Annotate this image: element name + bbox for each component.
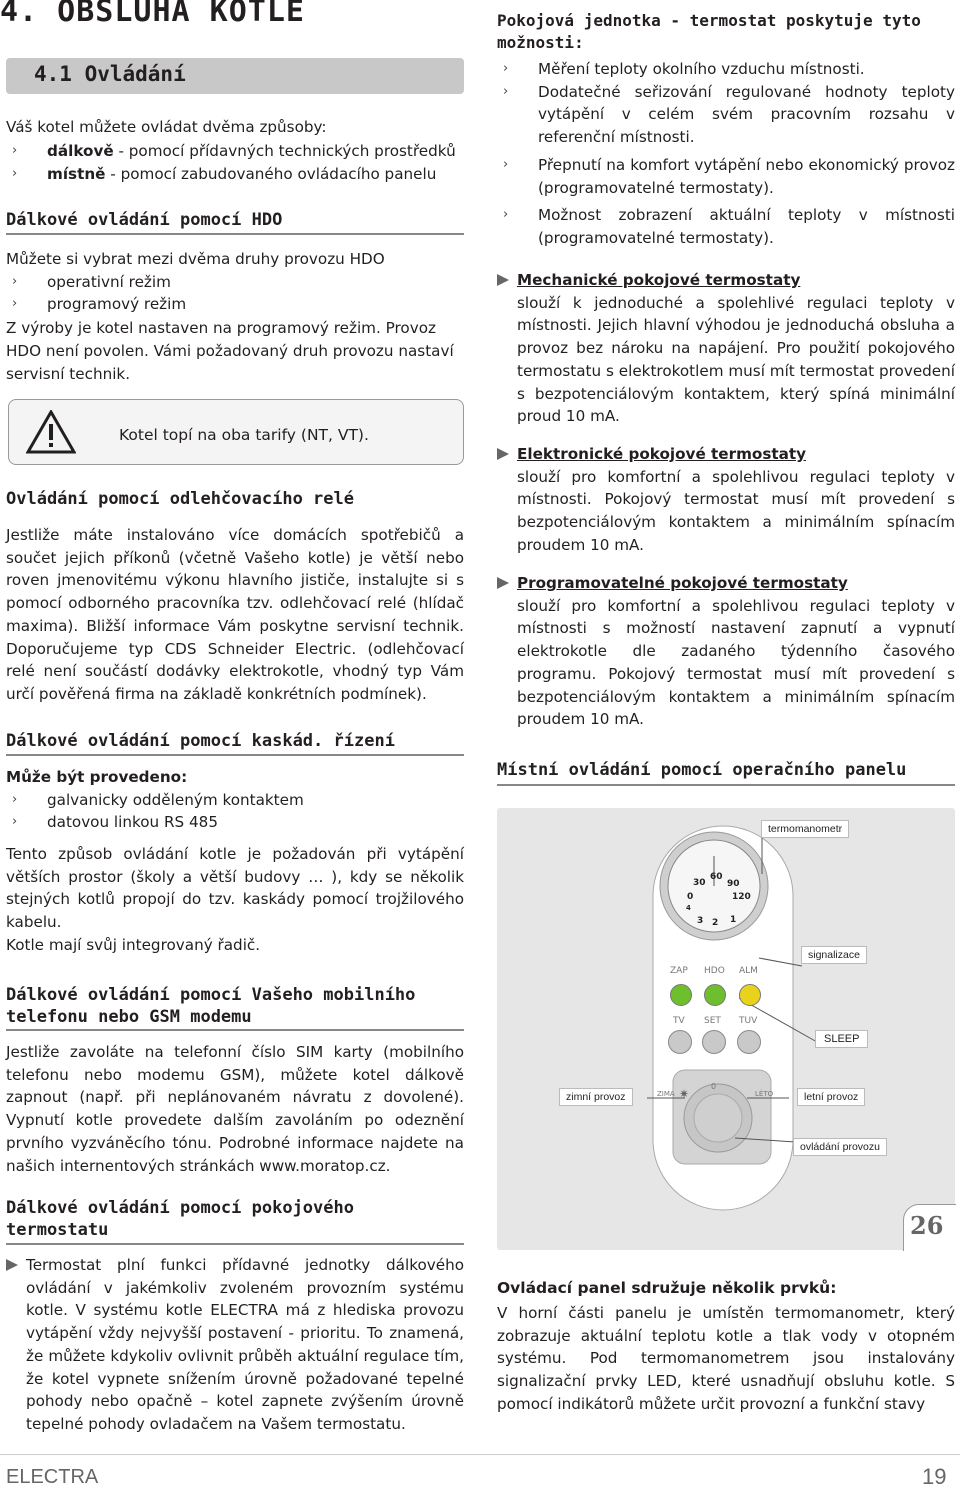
gauge-tick: 1 [730, 915, 737, 925]
panel-desc-paragraph: V horní části panelu je umístěn termomanometr, který zobrazuje aktuální teplotu kotle a tlak vody v otopném systému. Pod termomanometrem jsou instalovány signalizační prvky LED, které usnadňují obsluhu kotle. S pomocí indikátorů můžete určit provozní a funkční stavy [497, 1304, 955, 1413]
led-label-zap: ZAP [670, 966, 688, 976]
arrow-right-icon [497, 274, 509, 286]
thermostat-type-title: Programovatelné pokojové termostaty [497, 572, 955, 595]
knob-label-leto: LÉTO [755, 1090, 774, 1098]
chevron-right-icon: › [503, 61, 509, 76]
gsm-paragraph: Jestliže zavoláte na telefonní číslo SIM karty (mobilního telefonu nebo modemu GSM), můžete kotel dálkově zapnout (např. při neplánovaném návratu z dovolené). Vypnutí kotle provedete dalším zavoláním po odeznění prvního vyzváněcího tónu. Podrobné informace najdete na našich internentových stránkách www.moratop.cz. [6, 1043, 464, 1175]
led-label-hdo: HDO [704, 966, 725, 976]
list-item: › Možnost zobrazení aktuální teploty v místnosti (programovatelné termostaty). [503, 206, 955, 247]
callout-zimni: zimní provoz [559, 1088, 633, 1106]
gauge-tick: 60 [710, 872, 723, 882]
warning-box [8, 399, 464, 465]
gauge-tick: 2 [712, 918, 719, 928]
thermostat-type-2 [497, 443, 955, 557]
gauge-tick: 0 [687, 892, 694, 902]
list-item: › Přepnutí na komfort vytápění nebo ekonomický provoz (programovatelné termostaty). [503, 155, 955, 197]
thermostat-type-text: slouží pro komfortní a spolehlivou regulaci teploty v místnosti. Pokojový termostat musí mít provedení s bezpotenciálovým kontaktem a minimálním spínacím proudem 10 mA. [517, 467, 955, 554]
warning-triangle-icon [26, 410, 76, 454]
callout-ovladani: ovládání provozu [793, 1138, 887, 1156]
room-thermostat-paragraph: Termostat plní funkci přídavné jednotky dálkového ovládání v jakémkoliv zvoleném provozním systému kotle. V systému kotle ELECTRA má z hlediska provozu vytápění vždy nejvyšší postavení - prioritu. To znamená, že můžete kdykoliv ovlivnit průběh aktuální regulace tím, že kotel vypnete snížením úrovně požadované tepelné pohody nebo opačně – kotel zapnete zvýšením úrovně tepelné pohody ovladačem na Vašem termostatu. [6, 1254, 464, 1436]
set-button[interactable] [702, 1030, 726, 1054]
kaskad-section [6, 766, 466, 834]
arrow-right-icon [6, 1259, 18, 1271]
kaskad-paragraph: Tento způsob ovládání kotle je požadován při vytápění větších prostor (školy a větší budovy … ), kdy se několik stejných kotlů propojí do tzv. kaskády pomocí trojžilového kabelu. Kotle mají svůj integrovaný řadič. [6, 845, 464, 954]
led-zap-icon [670, 984, 692, 1006]
led-label-alm: ALM [739, 966, 758, 976]
gauge-tick: 3 [697, 916, 704, 926]
knob-label-zero: 0 [711, 1082, 717, 1091]
footer-rule [0, 1454, 960, 1455]
hdo-paragraph: Z výroby je kotel nastaven na programový režim. Provoz HDO není povolen. Vámi požadovaný druh provozu nastaví servisní technik. [6, 319, 454, 383]
kaskad-heading: Dálkové ovládání pomocí kaskád. řízení [6, 731, 395, 751]
section-title: 4.1 Ovládání [34, 62, 186, 86]
chevron-right-icon: › [503, 207, 509, 223]
arrow-right-icon [497, 448, 509, 460]
callout-termomanometr: termomanometr [761, 820, 849, 838]
chevron-right-icon: › [12, 165, 18, 181]
room-thermostat-heading: Dálkové ovládání pomocí pokojového termostatu [6, 1198, 354, 1240]
thermostat-type-text: slouží k jednoduché a spolehlivé regulaci teploty v místnosti. Jejich hlavní výhodou je jednoduchá obsluha a provoz bez nároku na napájení. Pro použití pokojového termostatu s elektrokotlem musí mít termostat provedení s bezpotenciálovým kontaktem, který spíná minimální proud 10 mA. [517, 293, 955, 426]
panel-desc-heading: Ovládací panel sdružuje několik prvků: [497, 1279, 837, 1297]
list-item: › místně - pomocí zabudovaného ovládacího panelu [6, 163, 466, 186]
callout-letni: letní provoz [797, 1088, 865, 1106]
rele-paragraph: Jestliže máte instalováno více domácích spotřebičů a součet jejich příkonů (včetně Vašeho kotle) je větší nebo roven jmenovitému výkonu hlavního jističe, instalujte si s pomocí odborného pracovníka tzv. odlehčovací relé (hlídač maxima). Bližší informace Vám poskytne servisní technik. Doporučujeme typ CDS Schneider Electric. (odlehčovací relé není součástí dodávky elektrokotle, vhodný typ Vám určí pověřená firma na základě konkrétních podmínek). [6, 526, 464, 703]
page-badge: 26 [903, 1204, 956, 1251]
led-alm-icon [739, 984, 761, 1006]
chevron-right-icon: › [12, 791, 18, 807]
tuv-button[interactable] [737, 1030, 761, 1054]
chevron-right-icon: › [12, 296, 18, 312]
footer-brand: ELECTRA [6, 1466, 99, 1488]
gauge-tick: 30 [693, 878, 706, 888]
hdo-section [6, 248, 466, 385]
list-item: › programový režim [6, 293, 466, 316]
room-unit-heading: Pokojová jednotka - termostat poskytuje tyto možnosti: [497, 11, 921, 52]
chevron-right-icon: › [503, 83, 509, 99]
warning-text: Kotel topí na oba tarify (NT, VT). [119, 426, 369, 444]
hdo-intro: Můžete si vybrat mezi dvěma druhy provozu HDO [6, 250, 385, 268]
btn-label-set: SET [704, 1016, 721, 1026]
thermostat-type-3 [497, 572, 955, 731]
gauge-tick: 4 [686, 904, 691, 912]
arrow-right-icon [497, 577, 509, 589]
list-item: › Dodatečné seřizování regulované hodnoty teploty vytápění v celém svém pracovním rozsahu v referenční místnosti. [503, 82, 955, 147]
gauge-tick: 120 [732, 892, 751, 902]
list-item: › galvanicky odděleným kontaktem [6, 789, 466, 812]
callout-signalizace: signalizace [801, 946, 867, 964]
section-title-bar [6, 58, 464, 94]
thermostat-type-text: slouží pro komfortní a spolehlivou regulaci teploty v místnosti s možností nastavení zapnutí a vypnutí elektrokotle dle zadaného týdenního časového programu. Pokojový termostat musí mít provedení s bezpotenciálovým kontaktem a minimálním spínacím proudem 10 mA. [517, 596, 955, 729]
sun-icon: ✷ [679, 1087, 690, 1101]
chevron-right-icon: › [12, 143, 18, 158]
intro-text: Váš kotel můžete ovládat dvěma způsoby: [6, 118, 327, 136]
control-modes-list [6, 140, 466, 185]
thermostat-type-title: Elektronické pokojové termostaty [497, 443, 955, 466]
list-item: › datovou linkou RS 485 [6, 811, 466, 834]
list-item: › operativní režim [6, 271, 466, 294]
rele-heading: Ovládání pomocí odlehčovacího relé [6, 489, 354, 509]
chevron-right-icon: › [503, 156, 509, 172]
tv-button[interactable] [668, 1030, 692, 1054]
panel-heading: Místní ovládání pomocí operačního panelu [497, 760, 907, 780]
thermostat-type-1 [497, 269, 955, 428]
list-item: › dálkově - pomocí přídavných technických prostředků [6, 140, 466, 163]
thermostat-type-title: Mechanické pokojové termostaty [497, 269, 955, 292]
list-item: › Měření teploty okolního vzduchu místnosti. [497, 58, 955, 81]
mode-knob[interactable] [700, 1098, 736, 1134]
gauge-tick: 90 [727, 879, 740, 889]
kaskad-sub: Může být provedeno: [6, 768, 188, 786]
hdo-heading: Dálkové ovládání pomocí HDO [6, 210, 283, 230]
knob-label-zima: ZIMA [657, 1090, 675, 1098]
panel-drawing [497, 808, 955, 1250]
page-number: 19 [922, 1464, 947, 1489]
btn-label-tuv: TUV [739, 1016, 758, 1026]
btn-label-tv: TV [673, 1016, 685, 1026]
panel-illustration [497, 808, 955, 1250]
chevron-right-icon: › [12, 814, 18, 830]
room-unit-list [497, 58, 955, 250]
chapter-title: 4. OBSLUHA KOTLE [0, 0, 305, 29]
gsm-heading: Dálkové ovládání pomocí Vašeho mobilního telefonu nebo GSM modemu [6, 985, 416, 1027]
chevron-right-icon: › [12, 273, 18, 289]
callout-sleep: SLEEP [815, 1030, 868, 1048]
led-hdo-icon [704, 984, 726, 1006]
